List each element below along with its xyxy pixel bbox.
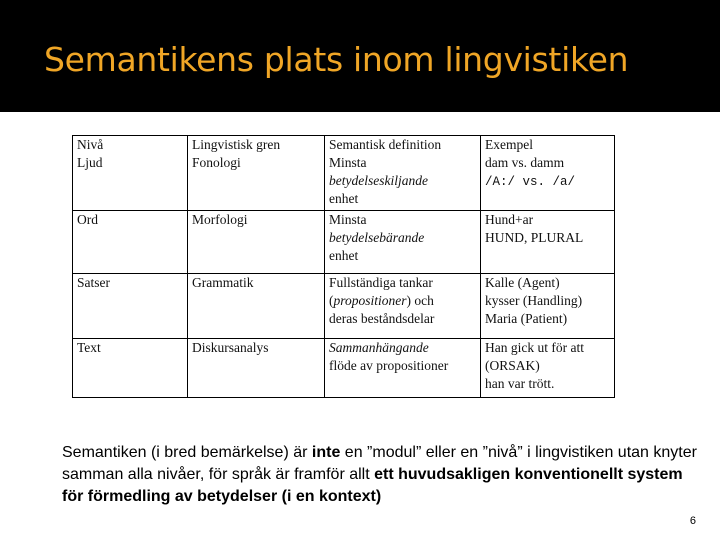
cell-definition: [325, 154, 481, 211]
cell-definition: [325, 274, 481, 339]
definition-line: betydelseskiljande: [329, 173, 428, 188]
cell-exempel: [481, 154, 615, 211]
summary-bold: inte: [311, 444, 341, 461]
example-line: Maria (Patient): [485, 311, 568, 326]
cell-exempel: [481, 211, 615, 274]
table-row: [73, 274, 615, 339]
cell-gren: Morfologi: [188, 211, 325, 274]
definition-line: enhet: [329, 191, 359, 206]
table-row: [73, 339, 615, 398]
example-line: Kalle (Agent): [485, 275, 560, 290]
definition-line: Minsta: [329, 212, 367, 227]
cell-gren: Fonologi: [188, 154, 325, 211]
summary-part: Semantiken (i bred bemärkelse) är: [62, 444, 312, 461]
example-line: /A:/ vs. /a/: [485, 175, 576, 189]
cell-gren: Grammatik: [188, 274, 325, 339]
cell-exempel: [481, 339, 615, 398]
linguistics-table: [72, 135, 615, 398]
summary-text: [62, 442, 702, 508]
header-exempel: Exempel: [481, 136, 615, 155]
header-definition: Semantisk definition: [325, 136, 481, 155]
cell-niva: Ljud: [73, 154, 188, 211]
cell-niva: Satser: [73, 274, 188, 339]
definition-line: enhet: [329, 248, 359, 263]
cell-definition: [325, 211, 481, 274]
slide-title: Semantikens plats inom lingvistiken: [44, 40, 629, 79]
definition-line: (: [329, 293, 334, 308]
summary-part: en ”modul” eller en ”nivå” i lingvistiken utan knyter samman alla nivåer, för språk är framför allt: [62, 444, 697, 483]
cell-exempel: [481, 274, 615, 339]
definition-line: Minsta: [329, 155, 367, 170]
definition-line: propositioner: [333, 293, 407, 308]
example-line: Han gick ut för att: [485, 340, 584, 355]
definition-line: ) och: [406, 293, 434, 308]
table-row: [73, 211, 615, 274]
definition-line: flöde av propositioner: [329, 358, 449, 373]
header-gren: Lingvistisk gren: [188, 136, 325, 155]
cell-niva: Text: [73, 339, 188, 398]
cell-gren: Diskursanalys: [188, 339, 325, 398]
summary-bold: ett huvudsakligen konventionellt system för förmedling av betydelser (i en kontext): [62, 466, 683, 505]
definition-line: Fullständiga tankar: [329, 275, 433, 290]
example-line: (ORSAK): [485, 358, 540, 373]
example-line: kysser (Handling): [485, 293, 583, 308]
page-number: 6: [689, 515, 696, 527]
table-row: [73, 154, 615, 211]
cell-niva: Ord: [73, 211, 188, 274]
definition-line: Sammanhängande: [329, 340, 429, 355]
cell-definition: [325, 339, 481, 398]
definition-line: deras beståndsdelar: [329, 311, 435, 326]
example-line: Hund+ar: [485, 212, 534, 227]
example-line: han var trött.: [485, 376, 555, 391]
example-line: HUND, PLURAL: [485, 230, 584, 245]
table-header-row: [73, 136, 615, 155]
example-line: dam vs. damm: [485, 155, 565, 170]
header-niva: Nivå: [73, 136, 188, 155]
definition-line: betydelsebärande: [329, 230, 425, 245]
